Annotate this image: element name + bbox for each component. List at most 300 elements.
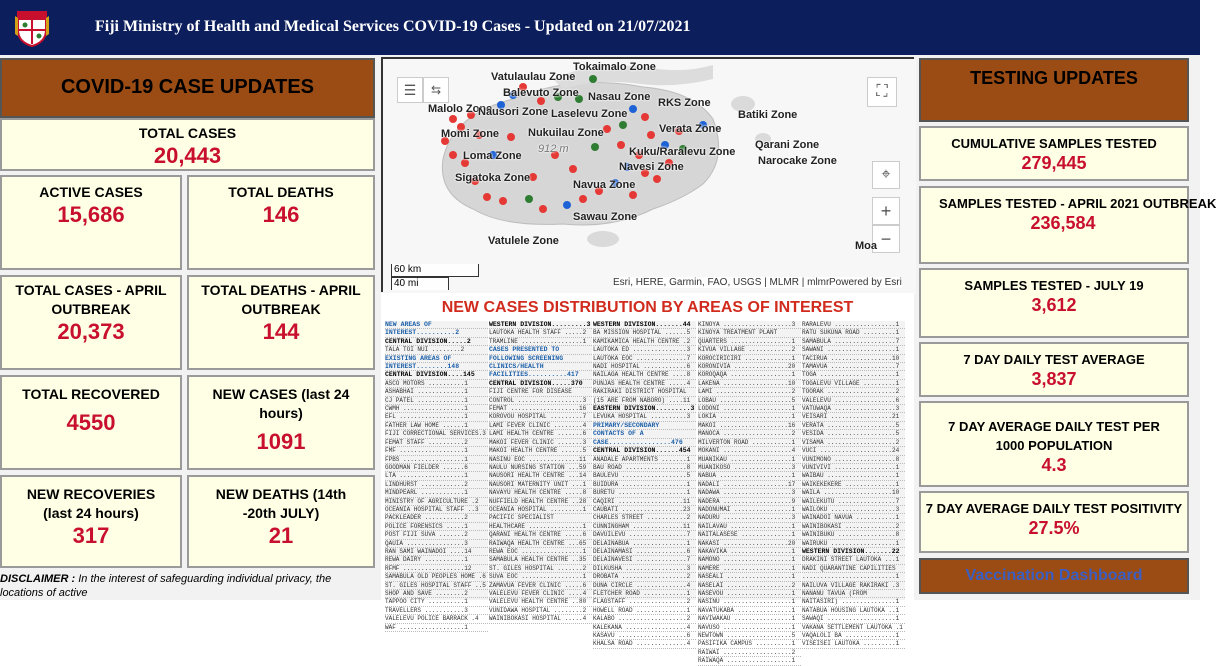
distribution-line: RFMF .................12 xyxy=(385,565,488,573)
distribution-line: TACIRUA .................10 xyxy=(802,355,905,363)
distribution-line: BAU ROAD .................8 xyxy=(593,464,696,472)
distribution-line: FOLLOWING SCREENING xyxy=(489,355,592,363)
case-marker[interactable] xyxy=(507,133,515,141)
distribution-line: CLINICS/HEALTH xyxy=(489,363,592,371)
distribution-line: LAUTOKA ED ...............3 xyxy=(593,346,696,354)
new-cases-value: 1091 xyxy=(256,429,306,454)
distribution-line: CENTRAL DIVISION....145 xyxy=(385,371,488,379)
distribution-line: NAMERE ...................1 xyxy=(698,565,801,573)
distribution-line: NASELAI ..................2 xyxy=(698,582,801,590)
testing-updates-banner xyxy=(919,58,1189,122)
case-marker[interactable] xyxy=(603,125,611,133)
zone-label: Navesi Zone xyxy=(619,161,684,173)
new-cases-card xyxy=(187,375,375,470)
distribution-title: NEW CASES DISTRIBUTION BY AREAS OF INTEREST xyxy=(441,299,854,316)
distribution-line: NAUSORI HEALTH CENTRE ...14 xyxy=(489,472,592,480)
distribution-line: HOWELL ROAD ..............1 xyxy=(593,607,696,615)
zone-label: Kuku/Raralevu Zone xyxy=(629,146,736,158)
distribution-line: REWA DAIRY ...........1 xyxy=(385,556,488,564)
distribution-line: NAKAVIKA .................1 xyxy=(698,548,801,556)
swap-button[interactable] xyxy=(423,77,449,103)
case-marker[interactable] xyxy=(449,115,457,123)
distribution-line: VUNIMONO .................8 xyxy=(802,456,905,464)
distribution-line: WAILOKU ..................3 xyxy=(802,506,905,514)
distribution-line: FMF ..................1 xyxy=(385,447,488,455)
total-deaths-label: TOTAL DEATHS xyxy=(228,184,334,200)
case-marker[interactable] xyxy=(647,131,655,139)
april-cases-value: 20,373 xyxy=(57,319,125,344)
distribution-line: VUNIVIVI .................1 xyxy=(802,464,905,472)
cumulative-value: 279,445 xyxy=(1021,153,1087,173)
layers-button[interactable] xyxy=(397,77,423,103)
distribution-line: NAVATUKABA ...............1 xyxy=(698,607,801,615)
distribution-line: PUNJAS HEALTH CENTRE .....4 xyxy=(593,380,696,388)
distribution-line: NADONUMAI ................1 xyxy=(698,506,801,514)
distribution-line: SAWANI ...................1 xyxy=(802,346,905,354)
distribution-line: TAPPOO CITY ..........1 xyxy=(385,598,488,606)
distribution-line: REWA EOC .................1 xyxy=(489,548,592,556)
distribution-line: MUANIKOSO ................3 xyxy=(698,464,801,472)
case-marker[interactable] xyxy=(569,165,577,173)
distribution-line: KASAVU ...................6 xyxy=(593,632,696,640)
case-marker[interactable] xyxy=(591,143,599,151)
july19-card xyxy=(919,268,1189,338)
distribution-line: DROBATA ..................2 xyxy=(593,573,696,581)
distribution-line: NADI QUARANTINE CAPILITIES xyxy=(802,565,905,573)
distribution-line: NAITASIRI) ...............1 xyxy=(802,598,905,606)
distribution-line: CWMH .................1 xyxy=(385,405,488,413)
distribution-line: DRAKINI STREET LAUTOKA ...1 xyxy=(802,556,905,564)
distribution-line: NADERA ...................9 xyxy=(698,498,801,506)
case-marker[interactable] xyxy=(563,201,571,209)
powered-by-esri[interactable]: Powered by Esri xyxy=(829,277,902,288)
layers-icon: ☰ xyxy=(403,82,417,98)
zoom-out-icon: − xyxy=(880,229,892,249)
distribution-line: NASEVOU ..................1 xyxy=(698,590,801,598)
distribution-line: NAUSORI MATERNITY UNIT ...1 xyxy=(489,481,592,489)
recovered-card xyxy=(0,375,182,470)
case-marker[interactable] xyxy=(529,173,537,181)
distribution-line: DELAINABUA ...............1 xyxy=(593,540,696,548)
distribution-line: MILVERTON ROAD ...........1 xyxy=(698,439,801,447)
distribution-column xyxy=(385,321,488,631)
zone-label: Laselevu Zone xyxy=(551,108,628,120)
distribution-line: NUFFIELD HEALTH CENTRE ..28 xyxy=(489,498,592,506)
case-marker[interactable] xyxy=(619,121,627,129)
distribution-line: TAMAVUA ..................7 xyxy=(802,363,905,371)
distribution-line: INTEREST........148 xyxy=(385,363,488,371)
distribution-line: NABUA ....................1 xyxy=(698,472,801,480)
distribution-line: VUNIDAWA HOSPITAL ........2 xyxy=(489,607,592,615)
distribution-line: CHARLES STREET ...........2 xyxy=(593,514,696,522)
distribution-line: FLAGSTAFF ................2 xyxy=(593,598,696,606)
vaccination-dashboard-label: Vaccination Dashboard xyxy=(965,567,1143,584)
distribution-line: WAIRUKU ..................1 xyxy=(802,540,905,548)
distribution-line: INTEREST..........2 xyxy=(385,329,488,337)
case-marker[interactable] xyxy=(483,193,491,201)
distribution-line: RAN SAMI WAINADOI ....14 xyxy=(385,548,488,556)
per1000-card xyxy=(919,401,1189,487)
distribution-line: KHALSA ROAD ..............4 xyxy=(593,640,696,648)
zone-label: Sigatoka Zone xyxy=(455,172,531,184)
distribution-line: WAIBAU ...................1 xyxy=(802,472,905,480)
distribution-line: MOKANI ...................4 xyxy=(698,447,801,455)
distribution-line: PRIMARY/SECONDARY xyxy=(593,422,696,430)
distribution-line: ASCO MOTORS ..........1 xyxy=(385,380,488,388)
active-cases-card xyxy=(0,175,182,270)
distribution-line: KINOYA ...................3 xyxy=(698,321,801,329)
fullscreen-button[interactable] xyxy=(867,77,897,107)
zone-label: Loma Zone xyxy=(463,150,522,162)
distribution-line: NAILUVA VILLAGE RAKIRAKI .3 xyxy=(802,582,905,590)
case-marker[interactable] xyxy=(589,75,597,83)
distribution-line: KOROCIRICIRI .............1 xyxy=(698,355,801,363)
disclaimer-heading: DISCLAIMER : xyxy=(0,573,76,585)
distribution-line: MANOCA ...................2 xyxy=(698,430,801,438)
distribution-line: KINOYA TREATMENT PLANT xyxy=(698,329,801,337)
elevation-label: 912 m xyxy=(538,143,569,155)
case-marker[interactable] xyxy=(653,175,661,183)
avg-daily-value: 3,837 xyxy=(1031,369,1077,389)
distribution-line: KAMIKAMICA HEALTH CENTRE .2 xyxy=(593,338,696,346)
distribution-line: VISAMA ...................2 xyxy=(802,439,905,447)
distribution-line: KOROVOU HOSPITAL .........7 xyxy=(489,413,592,421)
zone-label: Malolo Zone xyxy=(428,103,493,115)
vaccination-dashboard-link[interactable] xyxy=(919,558,1189,594)
distribution-line: NADALI ..................17 xyxy=(698,481,801,489)
distribution-line: PASIFIKA CAMPUS ..........1 xyxy=(698,640,801,648)
distribution-line: DUNA CIRCLE ..............4 xyxy=(593,582,696,590)
distribution-line: WESTERN DIVISION.........3 xyxy=(489,321,591,328)
distribution-line: ST. GILES HOSPITAL .......2 xyxy=(489,565,592,573)
april-deaths-card xyxy=(187,275,375,370)
total-cases-value: 20,443 xyxy=(153,143,222,168)
distribution-line: NASINU EOC ..............11 xyxy=(489,456,592,464)
zone-label: Batiki Zone xyxy=(738,109,798,121)
distribution-line: LAKENA ..................10 xyxy=(698,380,801,388)
cumulative-label: CUMULATIVE SAMPLES TESTED xyxy=(951,136,1157,151)
distribution-line: KOROQAQA .................1 xyxy=(698,371,801,379)
distribution-line: FLETCHER ROAD ............1 xyxy=(593,590,696,598)
distribution-line: KALABO ...................2 xyxy=(593,615,696,623)
distribution-line: RAIWAQA HEALTH CENTRE ...65 xyxy=(489,540,592,548)
zone-label: Vatulaulau Zone xyxy=(491,71,576,83)
disclaimer xyxy=(0,572,375,600)
positivity-label: 7 DAY AVERAGE DAILY TEST POSITIVITY xyxy=(925,501,1183,516)
zone-label: Navua Zone xyxy=(573,179,636,191)
distribution-line: LOKIA ....................1 xyxy=(698,413,801,421)
locate-icon: ⌖ xyxy=(881,166,891,183)
distribution-line: TOGA .....................1 xyxy=(802,371,905,379)
distribution-line: RARALEVU .................1 xyxy=(802,321,905,329)
distribution-line: RAIWAI ...................2 xyxy=(698,649,801,657)
per1000-label: 7 DAY AVERAGE DAILY TEST PER 1000 POPULATION xyxy=(948,419,1160,453)
new-cases-label: NEW CASES (last 24 hours) xyxy=(212,386,350,421)
zone-label: Narocake Zone xyxy=(758,155,837,167)
zone-label: Nausori Zone xyxy=(478,106,549,118)
april-cases-label: TOTAL CASES - APRIL OUTBREAK xyxy=(15,282,167,317)
distribution-line: VISEISEI LAUTOKA .........1 xyxy=(802,640,905,648)
distribution-line: VAKANA SETTLEMENT LAUTOKA .1 xyxy=(802,624,905,632)
july19-label: SAMPLES TESTED - JULY 19 xyxy=(964,278,1144,293)
distribution-line: CAUBATI .................23 xyxy=(593,506,696,514)
july19-value: 3,612 xyxy=(1031,295,1077,315)
case-marker[interactable] xyxy=(579,195,587,203)
fiji-crest-icon xyxy=(14,6,50,48)
zone-label: Verata Zone xyxy=(659,123,722,135)
case-marker[interactable] xyxy=(449,151,457,159)
testing-updates-title: TESTING UPDATES xyxy=(970,68,1138,88)
distribution-line: FEMAT STAFF ..........2 xyxy=(385,439,488,447)
distribution-line: VUCI ....................24 xyxy=(802,447,905,455)
case-marker[interactable] xyxy=(539,205,547,213)
distribution-line: NADURU ...................3 xyxy=(698,514,801,522)
distribution-column xyxy=(593,321,696,648)
case-updates-title: COVID-19 CASE UPDATES xyxy=(60,76,314,98)
zone-label: Momi Zone xyxy=(441,128,500,140)
distribution-line: RAKIRAKI DISTRICT HOSPITAL xyxy=(593,388,696,396)
distribution-line: LEVUKA HOSPITAL ..........3 xyxy=(593,413,696,421)
april-deaths-value: 144 xyxy=(262,319,300,344)
positivity-value: 27.5% xyxy=(1028,518,1080,538)
distribution-line: SAWAQI ...................1 xyxy=(802,615,905,623)
header-bar xyxy=(0,0,1200,55)
total-deaths-card xyxy=(187,175,375,270)
distribution-line: NAILAGA HEALTH CENTRE ....8 xyxy=(593,371,696,379)
distribution-line: BUIDURA ..................1 xyxy=(593,481,696,489)
distribution-line: SUVA EOC .................1 xyxy=(489,573,592,581)
distribution-line: MINDPEARL ............1 xyxy=(385,489,488,497)
distribution-line: NADAWA ...................3 xyxy=(698,489,801,497)
distribution-line: WAINIBUKU ................8 xyxy=(802,531,905,539)
distribution-line: MAKOI FEVER CLINIC .......3 xyxy=(489,439,592,447)
cases-map[interactable] xyxy=(381,57,914,292)
disclaimer-text: In the interest of safeguarding individual privacy, the locations of active xyxy=(0,573,332,599)
distribution-line: WAINADOI NAVUA ...........1 xyxy=(802,514,905,522)
distribution-line: FPBS .................1 xyxy=(385,456,488,464)
new-recoveries-label: NEW RECOVERIES (last 24 hours) xyxy=(26,486,156,521)
distribution-line: WAILA ...................10 xyxy=(802,489,905,497)
distribution-line: CENTRAL DIVISION.....2 xyxy=(385,338,488,346)
distribution-line: FACILITIES..........417 xyxy=(489,371,592,379)
distribution-line: LINDHURST ............2 xyxy=(385,481,488,489)
distribution-line: CAQIRI ..................11 xyxy=(593,498,696,506)
distribution-line: POST FIJI SUVA .......2 xyxy=(385,531,488,539)
distribution-line: ASHABHAI .............1 xyxy=(385,388,488,396)
distribution-line: OCEANIA HOSPITAL STAFF ..3 xyxy=(385,506,488,514)
distribution-line: PACIFIC SPECIALIST xyxy=(489,514,592,522)
zone-label: Tokaimalo Zone xyxy=(573,61,656,73)
distribution-line: VALELEVU HEALTH CENTRE ..80 xyxy=(489,598,592,606)
new-recoveries-card xyxy=(0,475,182,568)
distribution-line: BA MISSION HOSPITAL ......5 xyxy=(593,329,696,337)
distribution-line: ZAMAVUA FEVER CLINIC .....6 xyxy=(489,582,592,590)
distribution-line: TRAMLINE .................1 xyxy=(489,338,592,346)
distribution-line: WAINIBOKASI HOSPITAL .....4 xyxy=(489,615,592,623)
active-cases-value: 15,686 xyxy=(57,202,125,227)
distribution-line: FEMAT ...................16 xyxy=(489,405,592,413)
distribution-line: WESTERN DIVISION.......22 xyxy=(802,548,905,556)
distribution-line: POLICE FORENSICS .....1 xyxy=(385,523,488,531)
locate-button[interactable] xyxy=(872,161,900,189)
case-updates-banner xyxy=(0,58,375,118)
zone-label: Moa xyxy=(855,240,877,252)
distribution-line: BAULEVU ..................5 xyxy=(593,472,696,480)
avg-daily-label: 7 DAY DAILY TEST AVERAGE xyxy=(963,352,1145,367)
distribution-line: MAKOI HEALTH CENTRE ......5 xyxy=(489,447,592,455)
april-tested-card xyxy=(919,186,1216,264)
april-tested-value: 236,584 xyxy=(1030,213,1096,233)
distribution-line: HEALTHCARE ...............1 xyxy=(489,523,592,531)
case-marker[interactable] xyxy=(617,141,625,149)
distribution-line: CONTACTS OF A xyxy=(593,430,696,438)
distribution-line: CONTROL ..................3 xyxy=(489,397,592,405)
distribution-line: OCEANIA HOSPITAL .........1 xyxy=(489,506,592,514)
dashboard-title: Fiji Ministry of Health and Medical Services COVID-19 Cases - Updated on 21/07/2021 xyxy=(95,18,691,35)
distribution-line: RAIWAQA ..................1 xyxy=(698,657,801,665)
distribution-line: WAIKEKEKERE ..............1 xyxy=(802,481,905,489)
zone-label: Sawau Zone xyxy=(573,211,638,223)
distribution-line: EFL ..................1 xyxy=(385,413,488,421)
distribution-line: QUARTERS .................1 xyxy=(698,338,801,346)
distribution-line: NAVAYU HEALTH CENTRE .....8 xyxy=(489,489,592,497)
april-deaths-label: TOTAL DEATHS - APRIL OUTBREAK xyxy=(201,282,361,317)
distribution-line: NATABUA HOUSING LAUTOKA ..1 xyxy=(802,607,905,615)
distribution-line: NAULU NURSING STATION ...59 xyxy=(489,464,592,472)
distribution-line: VESIDA ...................5 xyxy=(802,430,905,438)
distribution-line: ..........................1 xyxy=(802,573,905,581)
scale-mi: 40 mi xyxy=(391,277,449,290)
distribution-line: VEISARI .................21 xyxy=(802,413,905,421)
distribution-line: NAILAVAU .................1 xyxy=(698,523,801,531)
distribution-line: TOGALEVU VILLAGE .........1 xyxy=(802,380,905,388)
case-marker[interactable] xyxy=(499,197,507,205)
distribution-line: MUANIKAU .................1 xyxy=(698,456,801,464)
distribution-line: (15 ARE FROM NABORO) ....11 xyxy=(593,397,696,405)
distribution-line: PACKLEADER ...........2 xyxy=(385,514,488,522)
zone-label: Qarani Zone xyxy=(755,139,820,151)
distribution-line: DELAINAMASI ..............6 xyxy=(593,548,696,556)
distribution-line: LAUTOKA EOC ..............7 xyxy=(593,355,696,363)
zone-label: Balevuto Zone xyxy=(503,87,579,99)
distribution-line: WESTERN DIVISION.......44 xyxy=(593,321,696,329)
distribution-line: VALELEVU FEVER CLINIC ....4 xyxy=(489,590,592,598)
distribution-line: CENTRAL DIVISION.....370 xyxy=(489,380,592,388)
distribution-line: NAKASI ..................20 xyxy=(698,540,801,548)
distribution-line: NAVIWAKAU ................1 xyxy=(698,615,801,623)
total-cases-card xyxy=(0,118,375,171)
distribution-line: KALEKANA .................4 xyxy=(593,624,696,632)
zoom-in-icon: + xyxy=(880,201,892,221)
distribution-line: TRAVELLERS ...........3 xyxy=(385,607,488,615)
zone-label: Nasau Zone xyxy=(588,91,651,103)
distribution-column xyxy=(489,321,592,623)
distribution-line: VALELEVU POLICE BARRACK .4 xyxy=(385,615,488,623)
distribution-line: NADI HOSPITAL ............6 xyxy=(593,363,696,371)
distribution-line: KORONIVIA ...............20 xyxy=(698,363,801,371)
distribution-line: WAF ..................1 xyxy=(385,624,488,632)
distribution-line: RATU SUKUNA ROAD .........1 xyxy=(802,329,905,337)
distribution-line: SAMABULA .................7 xyxy=(802,338,905,346)
distribution-line: LOBAU ....................5 xyxy=(698,397,801,405)
recovered-value: 4550 xyxy=(66,410,116,435)
swap-arrows-icon: ⇆ xyxy=(430,83,442,97)
distribution-line: EASTERN DIVISION.........3 xyxy=(593,405,695,413)
zoom-in-button[interactable] xyxy=(872,197,900,225)
case-marker[interactable] xyxy=(525,195,533,203)
distribution-line: WAILEKUTU ................7 xyxy=(802,498,905,506)
new-deaths-label: NEW DEATHS (14th -20th JULY) xyxy=(215,486,347,521)
new-deaths-card xyxy=(187,475,375,568)
distribution-line: DELAINAVESI ..............7 xyxy=(593,556,696,564)
april-tested-label: SAMPLES TESTED - APRIL 2021 OUTBREAK xyxy=(939,196,1216,211)
fullscreen-icon: ⛶ xyxy=(876,83,888,100)
distribution-line: NASINU ...................1 xyxy=(698,598,801,606)
distribution-line: VERATA ...................5 xyxy=(802,422,905,430)
distribution-line: LAUTOKA HEALTH STAFF .....2 xyxy=(489,329,592,337)
distribution-line: CASES PRESENTED TO xyxy=(489,346,592,354)
distribution-line: LAMI FEVER CLINIC ........4 xyxy=(489,422,592,430)
distribution-line: FATHER LAW HOME ......1 xyxy=(385,422,488,430)
beqa-island xyxy=(587,231,619,247)
distribution-line: SAMABULA HEALTH CENTRE ..35 xyxy=(489,556,592,564)
total-cases-label: TOTAL CASES xyxy=(138,125,237,141)
distribution-line: GOODMAN FIELDER ......6 xyxy=(385,464,488,472)
distribution-line: NANANU TAVUA (FROM xyxy=(802,590,905,598)
distribution-line: WAINIBOKASI ..............2 xyxy=(802,523,905,531)
distribution-line: ST. GILES HOSPITAL STAFF ..5 xyxy=(385,582,488,590)
distribution-line: DILKUSHA .................3 xyxy=(593,565,696,573)
distribution-line: SAMABULA OLD PEOPLES HOME .6 xyxy=(385,573,488,581)
distribution-line: CUNNINGHAM ..............11 xyxy=(593,523,696,531)
cumulative-card xyxy=(919,126,1189,181)
new-deaths-value: 21 xyxy=(268,523,294,548)
distribution-line: BURETU ...................1 xyxy=(593,489,696,497)
active-cases-label: ACTIVE CASES xyxy=(39,184,143,200)
distribution-line: VAQALOLI BA ..............1 xyxy=(802,632,905,640)
distribution-line: QARANI HEALTH CENTRE .....6 xyxy=(489,531,592,539)
distribution-line: NAMONO ...................1 xyxy=(698,556,801,564)
total-deaths-value: 146 xyxy=(262,202,300,227)
distribution-line: MAKOI ...................16 xyxy=(698,422,801,430)
distribution-line: LTA ..................1 xyxy=(385,472,488,480)
case-marker[interactable] xyxy=(641,113,649,121)
distribution-line: NEW AREAS OF xyxy=(385,321,488,329)
case-marker[interactable] xyxy=(629,105,637,113)
zone-label: Nukuilau Zone xyxy=(528,127,604,139)
distribution-line: TALA TOI NUI ........2 xyxy=(385,346,488,354)
distribution-line: FIJI CENTRE FOR DISEASE xyxy=(489,388,592,396)
distribution-column xyxy=(802,321,905,648)
per1000-value: 4.3 xyxy=(1041,455,1067,475)
distribution-line: MINISTRY OF AGRICULTURE .2 xyxy=(385,498,488,506)
distribution-line: NEWTOWN ..................5 xyxy=(698,632,801,640)
recovered-label: TOTAL RECOVERED xyxy=(22,386,160,402)
distribution-line: DAVUILEVU ................7 xyxy=(593,531,696,539)
distribution-column xyxy=(698,321,801,665)
new-recoveries-value: 317 xyxy=(72,523,110,548)
distribution-line: CENTRAL DIVISION......454 xyxy=(593,447,696,455)
distribution-line: TOORAK ...................2 xyxy=(802,388,905,396)
distribution-line: VATUWAQA .................3 xyxy=(802,405,905,413)
distribution-line: VALELEVU .................6 xyxy=(802,397,905,405)
distribution-line: LAMI HEALTH CENTRE .......6 xyxy=(489,430,592,438)
case-marker[interactable] xyxy=(629,191,637,199)
distribution-line: KIVUA VILLAGE ............2 xyxy=(698,346,801,354)
zone-label: RKS Zone xyxy=(658,97,711,109)
distribution-line: FIJI CORRECTIONAL SERVICES.3 xyxy=(385,430,488,438)
distribution-line: ANADALE APARTMENTS .......1 xyxy=(593,456,696,464)
